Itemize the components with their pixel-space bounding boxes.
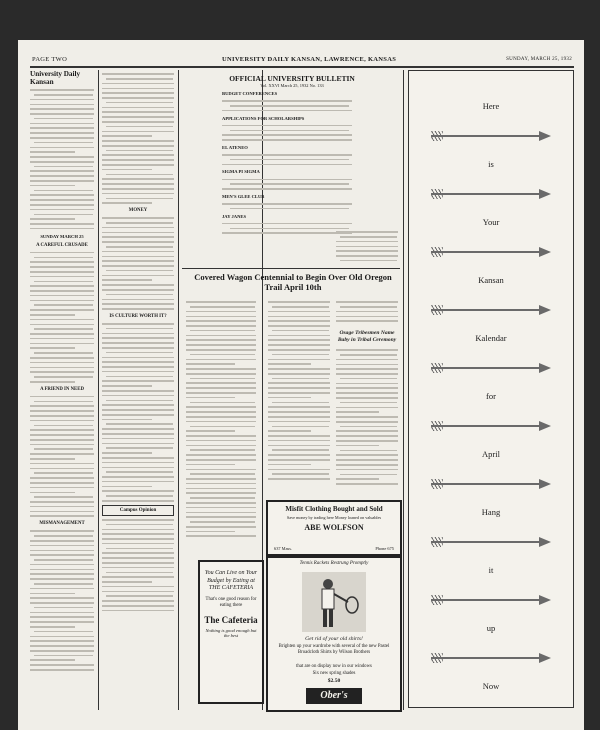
cafeteria-ad-line1: You Can Live on Your Budget by Eating at THE CAFETERIA bbox=[204, 570, 258, 591]
story-headline: Covered Wagon Centennial to Begin Over Old Oregon Trail April 10th bbox=[194, 272, 392, 292]
bulletin-item: BUDGET CONFERENCES bbox=[222, 91, 278, 96]
kalendar-arrow bbox=[431, 479, 551, 489]
page-header bbox=[32, 56, 572, 65]
bulletin-volume: Vol. XXVI March 25, 1932 No. 133 bbox=[260, 83, 324, 88]
masthead-date: SUNDAY MARCH 25 bbox=[40, 233, 84, 239]
obers-ad-body4: Six new spring shades bbox=[312, 671, 356, 676]
campus-opinion-heading: Campus Opinion bbox=[119, 507, 157, 513]
campus-opinion-box bbox=[102, 505, 174, 516]
arrow-shaft bbox=[431, 193, 539, 195]
obers-ad-body1: Get rid of your old shirts! bbox=[305, 636, 363, 642]
arrow-shaft bbox=[431, 251, 539, 253]
arrow-head bbox=[539, 421, 551, 431]
kalendar-word: April bbox=[482, 449, 500, 459]
newspaper-page bbox=[18, 40, 584, 730]
kalendar-arrow bbox=[431, 305, 551, 315]
editorial-column bbox=[30, 70, 94, 710]
kalendar-arrow bbox=[431, 189, 551, 199]
wolfson-ad-address: 637 Mass. bbox=[274, 546, 293, 551]
arrow-head bbox=[539, 131, 551, 141]
kalendar-word: Kansan bbox=[478, 275, 504, 285]
arrow-shaft bbox=[431, 135, 539, 137]
kalendar-arrow bbox=[431, 595, 551, 605]
bulletin-item: MEN'S GLEE CLUB bbox=[222, 193, 265, 199]
date-line: SUNDAY, MARCH 25, 1932 bbox=[506, 57, 572, 62]
kalendar-word: Kalendar bbox=[475, 333, 507, 343]
kalendar-arrow bbox=[431, 537, 551, 547]
obers-ad-price: $2.50 bbox=[327, 678, 341, 684]
paper-name: UNIVERSITY DAILY KANSAN, LAWRENCE, KANSAS bbox=[222, 56, 397, 63]
cafeteria-ad-name: The Cafeteria bbox=[204, 614, 258, 625]
bulletin-item: EL ATENEO bbox=[222, 144, 248, 150]
kalendar-arrow bbox=[431, 653, 551, 663]
wolfson-ad-line2: Save money by trading here Money loaned on valuables bbox=[286, 515, 382, 520]
arrow-head bbox=[539, 479, 551, 489]
kansan-kalendar-box bbox=[408, 70, 574, 708]
kalendar-arrow bbox=[431, 421, 551, 431]
column-rule bbox=[98, 70, 99, 710]
column-rule bbox=[403, 70, 404, 710]
cafeteria-ad-line2: That's one good reason for eating there bbox=[205, 596, 257, 608]
arrow-shaft bbox=[431, 541, 539, 543]
bulletin-item: SIGMA PI SIGMA bbox=[222, 169, 260, 175]
obers-ad-body3: that are on display now in our windows bbox=[296, 664, 372, 669]
arrow-head bbox=[539, 363, 551, 373]
masthead-title: University Daily Kansan bbox=[30, 70, 81, 86]
kalendar-arrow bbox=[431, 363, 551, 373]
arrow-head bbox=[539, 653, 551, 663]
bulletin-item: APPLICATIONS FOR SCHOLARSHIPS bbox=[222, 115, 305, 121]
story-column-2 bbox=[268, 298, 330, 498]
column-rule bbox=[178, 70, 179, 710]
kalendar-word: it bbox=[488, 565, 494, 575]
kalendar-arrow bbox=[431, 131, 551, 141]
arrow-head bbox=[539, 305, 551, 315]
kalendar-arrow bbox=[431, 247, 551, 257]
kalendar-word: Now bbox=[482, 681, 500, 691]
arrow-head bbox=[539, 595, 551, 605]
bulletin-title: OFFICIAL UNIVERSITY BULLETIN bbox=[229, 74, 355, 83]
arrow-head bbox=[539, 247, 551, 257]
arrow-shaft bbox=[431, 309, 539, 311]
story-column-1 bbox=[186, 298, 256, 553]
arrow-shaft bbox=[431, 483, 539, 485]
kalendar-word: is bbox=[488, 159, 494, 169]
kalendar-word: up bbox=[486, 623, 496, 633]
editorial-heading: IS CULTURE WORTH IT? bbox=[109, 313, 167, 319]
side-news-column bbox=[336, 70, 400, 710]
arrow-shaft bbox=[431, 599, 539, 601]
wolfson-ad-name: ABE WOLFSON bbox=[304, 523, 364, 532]
kalendar-word: for bbox=[486, 391, 496, 401]
editorial-column-2 bbox=[102, 70, 174, 710]
arrow-shaft bbox=[431, 367, 539, 369]
obers-logo: Ober's bbox=[306, 688, 362, 704]
editorial-heading: MONEY bbox=[128, 208, 148, 214]
header-rule bbox=[30, 66, 574, 68]
arrow-head bbox=[539, 537, 551, 547]
arrow-shaft bbox=[431, 425, 539, 427]
kalendar-word: Hang bbox=[481, 507, 501, 517]
wolfson-ad-line1: Misfit Clothing Bought and Sold bbox=[285, 505, 383, 513]
editorial-heading: A FRIEND IN NEED bbox=[40, 386, 84, 392]
page-label: PAGE TWO bbox=[32, 56, 68, 63]
editorial-heading: A CAREFUL CRUSADE bbox=[36, 242, 88, 248]
cafeteria-ad bbox=[198, 560, 264, 704]
cafeteria-ad-tag: Nothing is good enough but the best bbox=[205, 627, 257, 638]
kalendar-word: Here bbox=[482, 101, 500, 111]
arrow-head bbox=[539, 189, 551, 199]
story-subhead: Osage Tribesmen Name Baby in Tribal Ceremony bbox=[337, 330, 397, 343]
obers-ad-body2: Brighten up your wardrobe with several of the new Pastel Broadcloth Shirts by Wilson Brothers bbox=[278, 644, 390, 655]
wolfson-ad-phone: Phone 675 bbox=[375, 546, 394, 551]
editorial-heading: MISMANAGEMENT bbox=[39, 521, 85, 527]
arrow-shaft bbox=[431, 657, 539, 659]
obers-ad-top: Tennis Rackets Restrung Promptly bbox=[299, 561, 369, 566]
kalendar-word: Your bbox=[482, 217, 500, 227]
bulletin-item: JAY JANES bbox=[222, 213, 247, 219]
